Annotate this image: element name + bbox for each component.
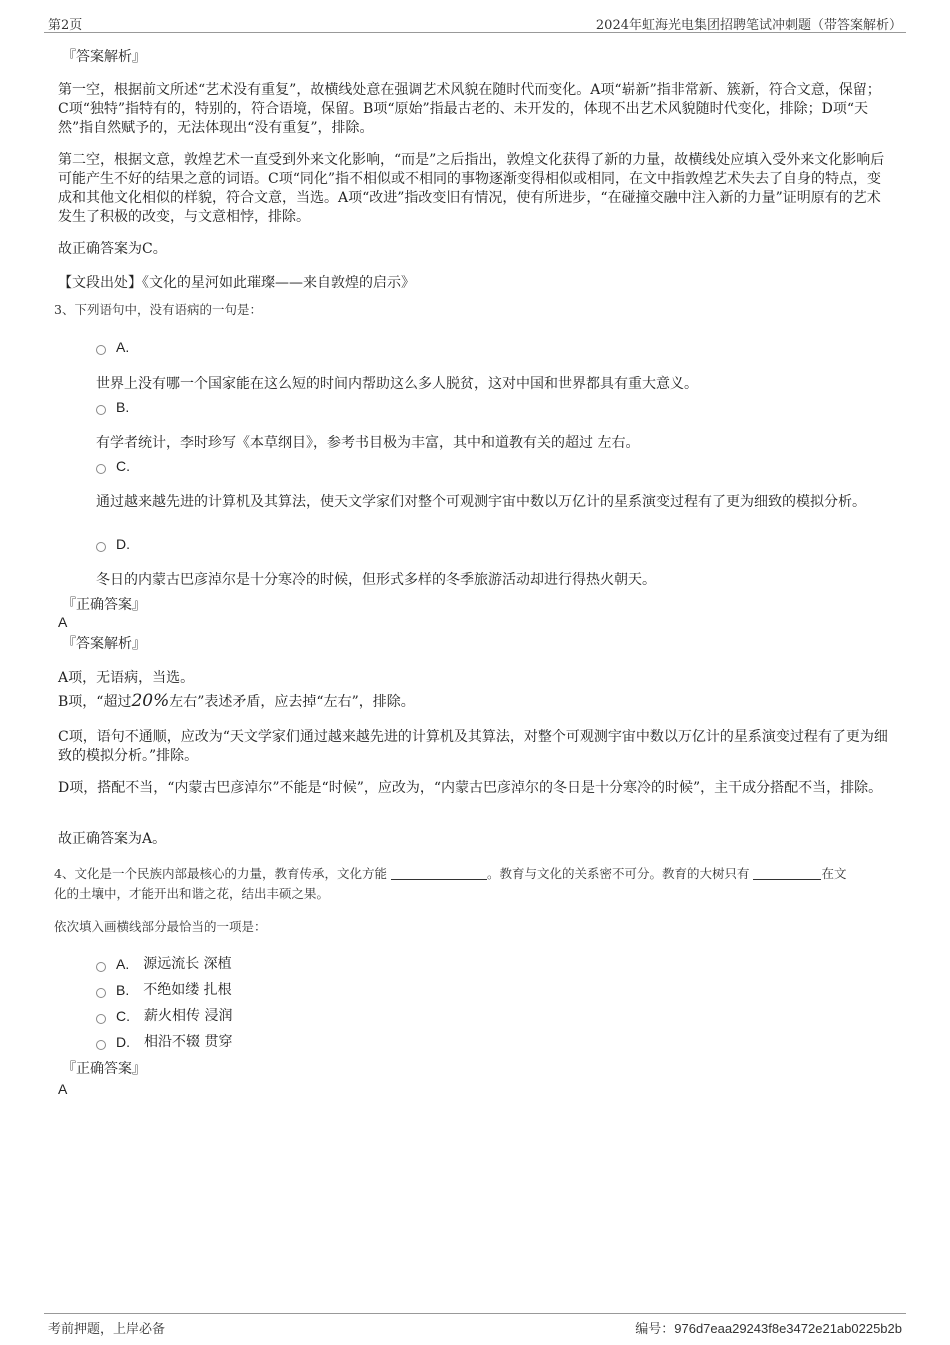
radio-icon[interactable]	[96, 542, 106, 552]
question-4-option-a[interactable]	[96, 955, 232, 973]
question-3-option-a-text: 世界上没有哪一个国家能在这么短的时间内帮助这么多人脱贫，这对中国和世界都具有重大意义。	[96, 376, 698, 392]
question-3-option-c[interactable]	[96, 457, 144, 475]
question-4-stem-part-2: 。教育与文化的关系密不可分。教育的大树只有	[486, 866, 750, 881]
question-3-stem: 3、下列语句中，没有语病的一句是：	[54, 302, 262, 317]
page-footer	[44, 1313, 906, 1338]
correct-answer-label: 『正确答案』	[62, 597, 146, 613]
page-number: 第2页	[48, 18, 83, 33]
analysis-option-d: D项，搭配不当，“内蒙古巴彦淖尔”不能是“时候”，应改为，“内蒙古巴彦淖尔的冬日是十分寒冷的时候”，主干成分搭配不当，排除。	[58, 780, 883, 796]
percent-value: 20%	[131, 691, 170, 711]
radio-icon[interactable]	[96, 1040, 106, 1050]
analysis-conclusion: 故正确答案为C。	[58, 241, 167, 257]
radio-icon[interactable]	[96, 345, 106, 355]
option-label: D.	[116, 536, 130, 552]
option-label: A.	[116, 339, 130, 355]
question-4-stem-part-3: 在文	[821, 866, 847, 881]
analysis-option-b	[58, 692, 888, 712]
option-label: C.	[116, 458, 130, 474]
question-3-option-a[interactable]	[96, 338, 143, 356]
option-text: 源远流长 深植	[143, 956, 232, 972]
passage-source: 【文段出处】《文化的星河如此璀璨——来自敦煌的启示》	[58, 275, 415, 291]
question-3-option-c-text: 通过越来越先进的计算机及其算法，使天文学家们对整个可观测宇宙中数以万亿计的星系演变过程有了更为细致的模拟分析。	[96, 494, 866, 510]
question-4-option-c[interactable]	[96, 1007, 232, 1025]
option-label: D.	[116, 1034, 130, 1050]
question-3-option-d-text: 冬日的内蒙古巴彦淖尔是十分寒冷的时候，但形式多样的冬季旅游活动却进行得热火朝天。	[96, 572, 656, 588]
question-4-instruction: 依次填入画横线部分最恰当的一项是：	[54, 919, 267, 934]
option-label: B.	[116, 982, 130, 998]
document-id: 编号：976d7eaa29243f8e3472e21ab0225b2b	[635, 1321, 902, 1336]
answer-analysis-label: 『答案解析』	[62, 636, 146, 652]
question-3-option-d[interactable]	[96, 535, 144, 553]
correct-answer-label: 『正确答案』	[62, 1061, 146, 1077]
option-text: 相沿不辍 贯穿	[144, 1034, 233, 1050]
question-3-option-b[interactable]	[96, 398, 143, 416]
fill-blank-2[interactable]	[753, 865, 821, 880]
radio-icon[interactable]	[96, 405, 106, 415]
option-label: C.	[116, 1008, 130, 1024]
question-4-option-b[interactable]	[96, 981, 232, 999]
footer-slogan: 考前押题，上岸必备	[48, 1322, 166, 1337]
analysis-option-a: A项，无语病，当选。	[58, 670, 195, 686]
document-title: 2024年虹海光电集团招聘笔试冲刺题（带答案解析）	[595, 18, 902, 33]
analysis-option-b-pre: B项，“超过	[58, 694, 132, 710]
radio-icon[interactable]	[96, 962, 106, 972]
question-4-stem	[54, 864, 894, 884]
option-text: 不绝如缕 扎根	[143, 982, 232, 998]
answer-analysis-label: 『答案解析』	[62, 49, 146, 65]
question-4-stem-line-2: 化的土壤中，才能开出和谐之花，结出丰硕之果。	[54, 886, 330, 901]
correct-answer-value: A	[58, 1081, 68, 1097]
question-3-option-b-text: 有学者统计，李时珍写《本草纲目》，参考书目极为丰富，其中和道教有关的超过 左右。	[96, 435, 640, 451]
radio-icon[interactable]	[96, 988, 106, 998]
analysis-option-c: C项，语句不通顺，应改为“天文学家们通过越来越先进的计算机及其算法，对整个可观测宇宙中数以万亿计的星系演变过程有了更为细致的模拟分析。”排除。	[58, 729, 888, 764]
question-4-stem-part-1: 4、文化是一个民族内部最核心的力量，教育传承，文化方能	[54, 866, 387, 881]
analysis-paragraph-2: 第二空，根据文意，敦煌艺术一直受到外来文化影响，“而是”之后指出，敦煌文化获得了新的力量，故横线处应填入受外来文化影响后可能产生不好的结果之意的词语。C项“同化”指不相似或不相同的事物逐渐变得相似或相同，在文中指敦煌艺术失去了自身的特点，变成和其他文化相似的样貌，符合文意，当选。A项“改进”指改变旧有情况，使有所进步，“在碰撞交融中注入新的力量”证明原有的艺术发生了积极的改变，与文意相悖，排除。	[58, 152, 885, 225]
analysis-conclusion: 故正确答案为A。	[58, 831, 167, 847]
question-4-option-d[interactable]	[96, 1033, 232, 1051]
option-text: 薪火相传 浸润	[144, 1008, 233, 1024]
radio-icon[interactable]	[96, 1014, 106, 1024]
option-label: B.	[116, 399, 130, 415]
radio-icon[interactable]	[96, 464, 106, 474]
fill-blank-1[interactable]	[391, 865, 487, 880]
analysis-option-b-post: 左右”表述矛盾，应去掉“左右”，排除。	[169, 694, 415, 710]
option-label: A.	[116, 956, 130, 972]
analysis-paragraph-1: 第一空，根据前文所述“艺术没有重复”，故横线处意在强调艺术风貌在随时代而变化。A项“崭新”指非常新、簇新，符合文意，保留；C项“独特”指特有的，特别的，符合语境，保留。B项“原始”指最古老的、未开发的，体现不出艺术风貌随时代变化，排除；D项“天然”指自然赋予的，无法体现出“没有重复”，排除。	[58, 82, 881, 136]
correct-answer-value: A	[58, 614, 68, 630]
